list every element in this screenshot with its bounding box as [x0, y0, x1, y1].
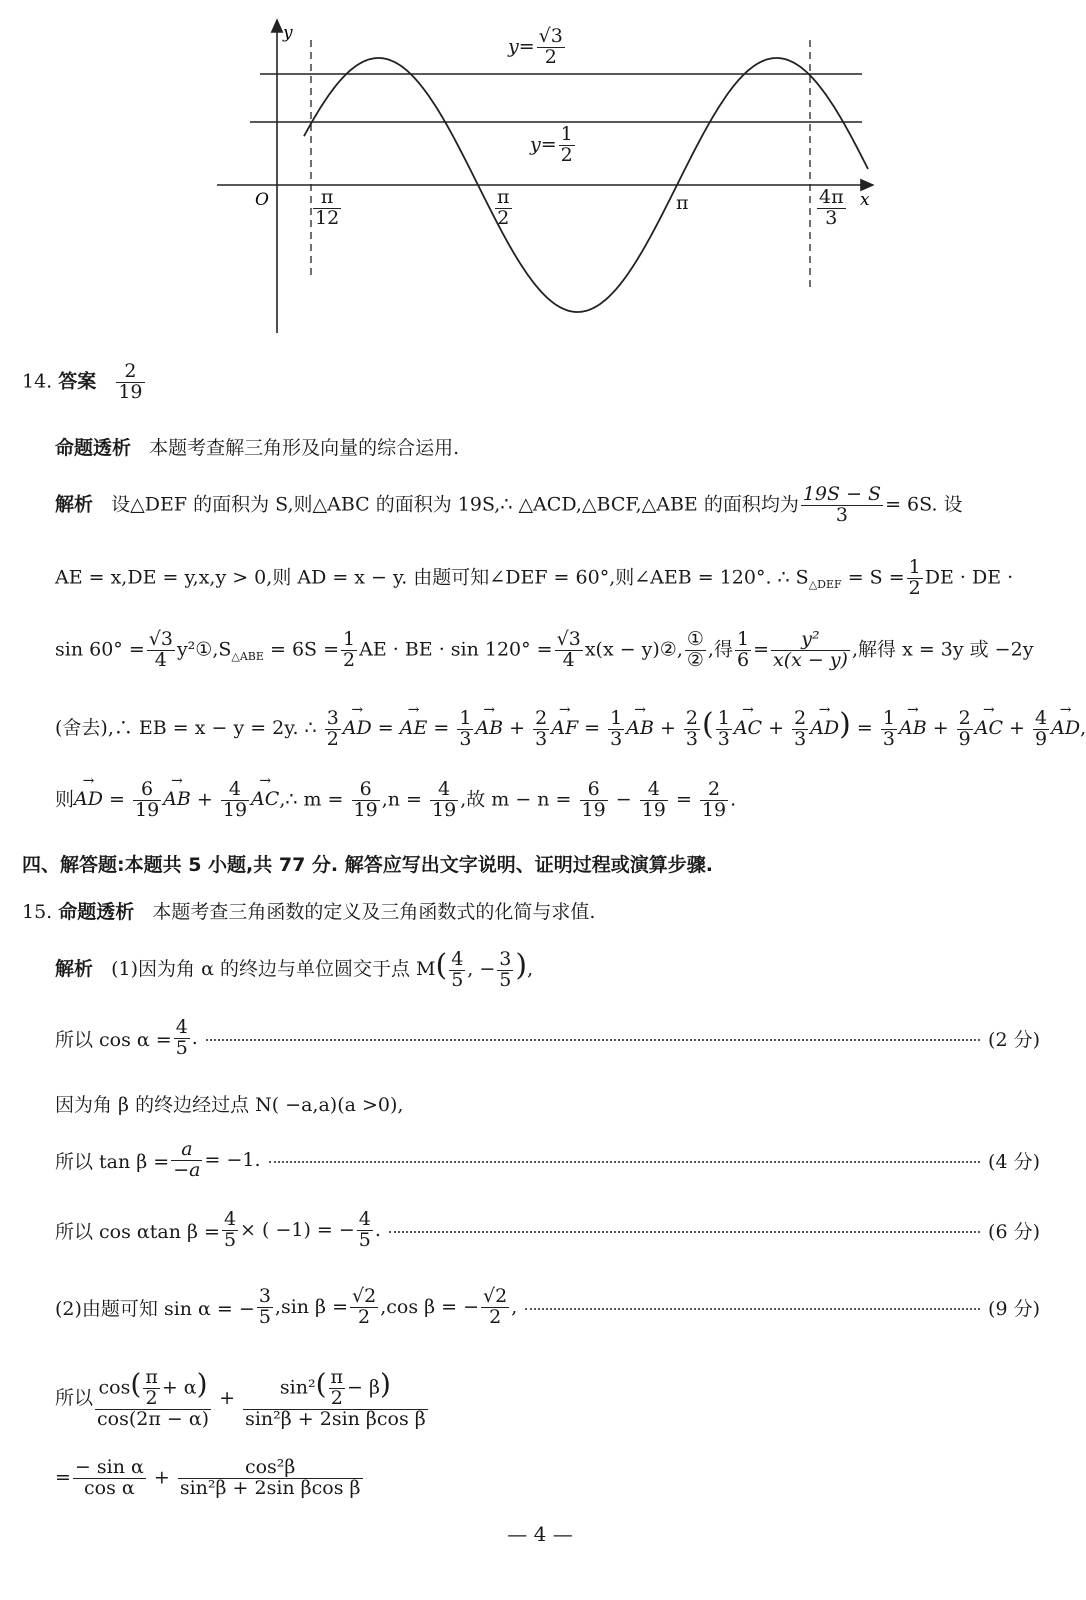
score-4: (4 分)	[988, 1150, 1040, 1173]
upper-line-label: y= $\frac{√3}{2}$	[508, 25, 563, 68]
score-6: (6 分)	[988, 1220, 1040, 1243]
origin-label: O	[255, 190, 269, 210]
q15-step-2: 所以 tan β = $\frac{a}{-a}$ = −1. (4 分)	[55, 1138, 1040, 1181]
lower-line-label: y= $\frac{1}{2}$	[530, 123, 573, 166]
score-9: (9 分)	[988, 1297, 1040, 1320]
q15-simplified: = $\frac{\text{− sin α}}{\text{cos α}}$ + $\frac{\text{cos²β}}{\text{sin²β + 2sin βcos β}}$	[55, 1456, 361, 1499]
q15-step-1: 所以 cos α = $\frac{4}{5}$ . (2 分)	[55, 1016, 1040, 1059]
score-2: (2 分)	[988, 1028, 1040, 1051]
q15-part1: 解析 (1)因为角 α 的终边与单位圆交于点 M( $\frac{4}{5}$ , − $\frac{3}{5}$ ),	[55, 947, 534, 991]
q14-intent: 命题透析 本题考查解三角形及向量的综合运用.	[55, 437, 460, 459]
tick-pi: π	[676, 192, 689, 214]
tick-pi-2: $\frac{\pi}{2}$	[497, 186, 510, 229]
q14-line-4: (舍去),∴ EB = x − y = 2y. ∴ $\frac{3}{2}$ → AD = → AE = $\frac{1}{3}$ → AB + $\frac{2}{3}$ → AF = $\frac{1}{3}$ → AB + $\frac{2}{3}$ ( $\frac{1}{3}$ → AC + $\frac{2}{3}$ → AD) = $\frac{1}{3}$ → AB + $\frac{2}{9}$ → AC + $\frac{4}{9}$ → AD,	[55, 707, 1086, 749]
q14-line-3: sin 60° = $\frac{√3}{4}$ $y^2①,S_{\triangle ABE} = 6S$ = $\frac{1}{2}$ AE · BE · sin 120° = $\frac{√3}{4}$ x(x − y)②, ① ② ,得 $\frac{1}{6}$ = $\frac{\text{y²}}{x(x - y)}$ ,解得 x = 3y 或 −2y	[55, 628, 1034, 671]
q15-step-3: 所以 cos αtan β = $\frac{4}{5}$ × ( −1) = − $\frac{4}{5}$ . (6 分)	[55, 1208, 1040, 1251]
q15-intent: 15. 命题透析 本题考查三角函数的定义及三角函数式的化简与求值.	[22, 901, 596, 923]
q14-line-2: AE = x,DE = y,x,y > 0,则 AD = x − y. 由题可知∠DEF = 60°,则∠AEB = 120°. ∴ $S_{\triangle DEF} = S$ = $\frac{1}{2}$ DE · DE ·	[55, 556, 1014, 599]
q14-answer: 14. 答案 $\frac{2}{19}$	[22, 360, 143, 403]
q15-expression: 所以 cos( $\frac{\pi}{2}$ + α) cos(2π − α) + sin²( $\frac{\pi}{2}$ − β) sin²β + 2sin βcos β	[55, 1366, 426, 1430]
q14-line-5: 则→ AD = $\frac{6}{19}$ → AB + $\frac{4}{19}$ → AC,∴ m = $\frac{6}{19}$ ,n = $\frac{4}{19}$ ,故 m − n = $\frac{6}{19}$ − $\frac{4}{19}$ = $\frac{2}{19}$ .	[55, 780, 736, 821]
x-axis-label: x	[860, 190, 870, 210]
y-axis-label: y	[283, 23, 293, 43]
q14-line-1: 解析 设△DEF 的面积为 S,则△ABC 的面积为 19S,∴ △ACD,△BCF,△ABE 的面积均为 $\frac{19S - S}{3}$ = 6S. 设	[55, 483, 963, 526]
q15-point-n: 因为角 β 的终边经过点 N( −a,a)(a >0),	[55, 1094, 404, 1116]
tick-4pi-3: $\frac{4\pi}{3}$	[819, 186, 844, 229]
section-four-heading: 四、解答题:本题共 5 小题,共 77 分. 解答应写出文字说明、证明过程或演算步骤.	[22, 854, 713, 876]
q15-step-4: (2)由题可知 sin α = − $\frac{3}{5}$ ,sin β = $\frac{√2}{2}$ ,cos β = − $\frac{√2}{2}$ , (9 分)	[55, 1285, 1040, 1328]
tick-pi-12: $\frac{\pi}{12}$	[315, 186, 340, 229]
page-number: — 4 —	[507, 1522, 573, 1546]
